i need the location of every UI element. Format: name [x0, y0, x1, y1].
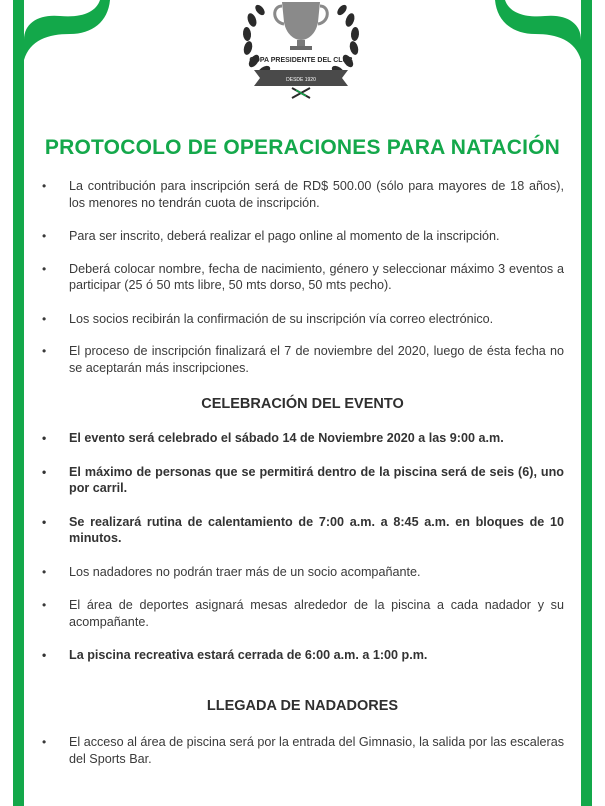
right-border: [581, 0, 605, 806]
list-item: • Se realizará rutina de calentamiento de 7:00 a.m. a 8:45 a.m. en bloques de 10 minutos.: [42, 514, 564, 545]
list-item: • El acceso al área de piscina será por la entrada del Gimnasio, la salida por las escaleras del Sports Bar.: [42, 735, 564, 766]
list-item: • La piscina recreativa estará cerrada de 6:00 a.m. a 1:00 p.m.: [42, 648, 428, 662]
section-heading-event: CELEBRACIÓN DEL EVENTO: [201, 396, 404, 412]
section-heading-arrival: LLEGADA DE NADADORES: [206, 698, 399, 714]
arrival-list: [42, 734, 564, 767]
logo-ribbon-text: DESDE 1920: [286, 77, 316, 83]
event-list: [42, 430, 564, 664]
registration-list: [42, 178, 564, 376]
list-item: • El proceso de inscripción finalizará el 7 de noviembre del 2020, luego de ésta fecha no se aceptarán más inscripciones.: [42, 344, 564, 375]
club-logo: [236, 0, 366, 104]
left-border: [0, 0, 24, 806]
left-swirl-decoration: [0, 0, 110, 70]
right-swirl-decoration: [495, 0, 605, 70]
trophy-icon: [275, 2, 328, 50]
list-item: • El máximo de personas que se permitirá dentro de la piscina será de seis (6), uno por carril.: [42, 464, 564, 495]
list-item: • Los socios recibirán la confirmación de su inscripción vía correo electrónico.: [42, 311, 494, 326]
laurel-left-icon: [242, 3, 272, 78]
list-item: • El área de deportes asignará mesas alrededor de la piscina a cada nadador y su acompañante.: [42, 598, 564, 629]
logo-text: COPA PRESIDENTE DEL CLUB: [249, 57, 353, 64]
laurel-right-icon: [330, 3, 360, 78]
page-title: PROTOCOLO DE OPERACIONES PARA NATACIÓN: [44, 136, 561, 159]
list-item: • Para ser inscrito, deberá realizar el pago online al momento de la inscripción.: [42, 229, 500, 243]
list-item: • Los nadadores no podrán traer más de un socio acompañante.: [42, 564, 421, 579]
list-item: • La contribución para inscripción será de RD$ 500.00 (sólo para mayores de 18 años), los menores no tendrán cuota de inscripción.: [42, 179, 564, 210]
list-item: • El evento será celebrado el sábado 14 de Noviembre 2020 a las 9:00 a.m.: [42, 431, 504, 445]
list-item: • Deberá colocar nombre, fecha de nacimiento, género y seleccionar máximo 3 eventos a participar (25 ó 50 mts libre, 50 mts dorso, 50 mts pecho).: [42, 261, 564, 292]
